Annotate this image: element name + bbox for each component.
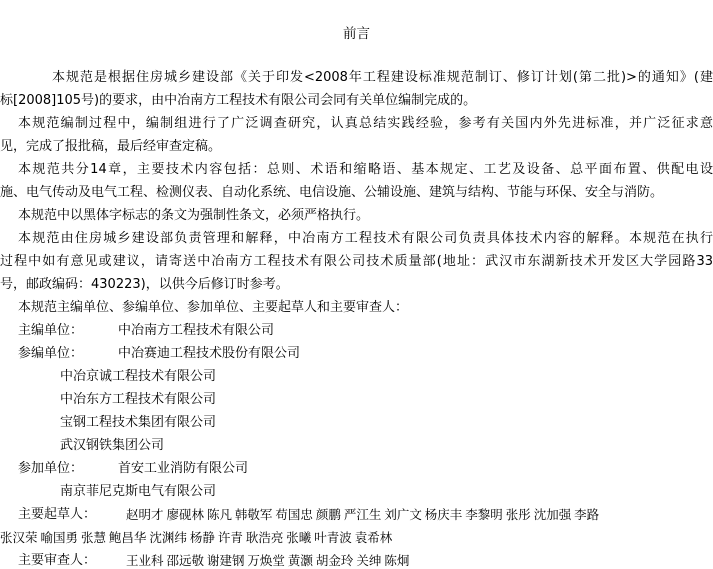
paragraph-line: 本规范共分14章，主要技术内容包括：总则、术语和缩略语、基本规定、工艺及设备、总平面布置、供配电设 [18, 162, 713, 177]
participating-unit: 中冶京诚工程技术有限公司 [60, 369, 217, 384]
paragraph-line: 施、电气传动及电气工程、检测仪表、自动化系统、电信设施、公辅设施、建筑与结构、节能与环保、安全与消防。 [0, 185, 664, 200]
participating-unit: 宝钢工程技术集团有限公司 [60, 415, 217, 430]
paragraph-line: 过程中如有意见或建议，请寄送中冶南方工程技术有限公司技术质量部(地址：武汉市东湖新技术开发区大学园路33 [0, 254, 713, 269]
participating-unit: 武汉钢铁集团公司 [60, 438, 165, 453]
drafters-label: 主要起草人： [18, 507, 97, 522]
participating-unit-label: 参编单位： [18, 346, 84, 361]
joined-unit: 首安工业消防有限公司 [118, 461, 249, 476]
drafters-names: 张汉荣 喻国勇 张慧 鲍昌华 沈渊纬 杨静 许青 耿浩亮 张曦 叶青波 袁希林 [0, 530, 393, 545]
paragraph-line: 标[2008]105号)的要求，由中冶南方工程技术有限公司会同有关单位编制完成的。 [0, 93, 477, 108]
paragraph-line: 本规范是根据住房城乡建设部《关于印发<2008年工程建设标准规范制订、修订计划(第二批)>的通知》(建 [52, 70, 713, 85]
chief-unit: 中冶南方工程技术有限公司 [118, 323, 275, 338]
paragraph-line: 本规范主编单位、参编单位、参加单位、主要起草人和主要审查人： [18, 300, 409, 315]
paragraph-line: 号，邮政编码：430223)，以供今后修订时参考。 [0, 277, 289, 292]
paragraph-line: 本规范中以黑体字标志的条文为强制性条文，必须严格执行。 [18, 208, 370, 223]
reviewers-names: 王业科 邵远敬 谢建钢 万焕堂 黄灏 胡金玲 关绅 陈炯 [126, 553, 410, 568]
participating-unit: 中冶东方工程技术有限公司 [60, 392, 217, 407]
joined-unit: 南京菲尼克斯电气有限公司 [60, 484, 217, 499]
page-title: 前言 [343, 26, 370, 42]
paragraph-line: 本规范编制过程中，编制组进行了广泛调查研究，认真总结实践经验，参考有关国内外先进标准，并广泛征求意 [18, 116, 713, 131]
drafters-names: 赵明才 廖砚林 陈凡 韩敬军 苟国忠 颜鹏 严江生 刘广文 杨庆丰 李黎明 张彤 沈加强 李路 [126, 507, 600, 522]
chief-unit-label: 主编单位： [18, 323, 84, 338]
reviewers-label: 主要审查人： [18, 553, 97, 568]
participating-unit: 中冶赛迪工程技术股份有限公司 [118, 346, 301, 361]
paragraph-line: 本规范由住房城乡建设部负责管理和解释，中冶南方工程技术有限公司负责具体技术内容的解释。本规范在执行 [18, 231, 713, 246]
paragraph-line: 见，完成了报批稿，最后经审查定稿。 [0, 139, 222, 154]
joined-unit-label: 参加单位： [18, 461, 84, 476]
